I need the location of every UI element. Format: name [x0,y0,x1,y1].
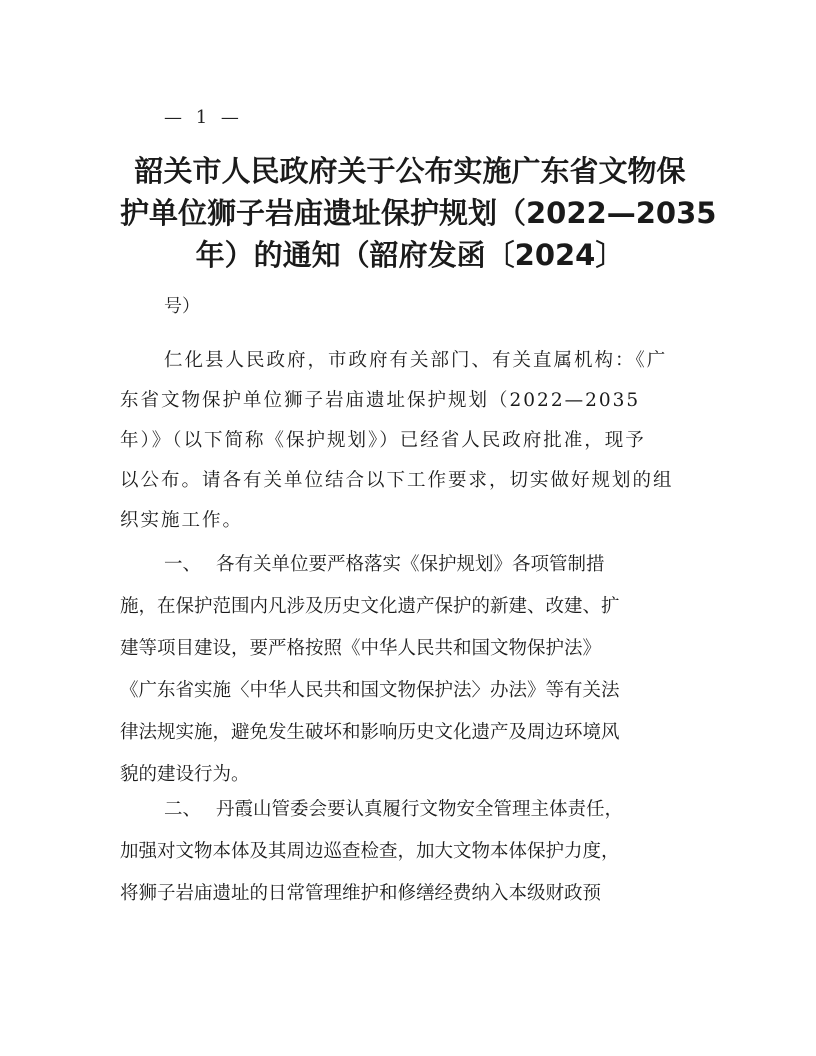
item-2-line-2: 加强对文物本体及其周边巡查检查，加大文物本体保护力度， [120,841,620,862]
intro-line-2: 东省文物保护单位狮子岩庙遗址保护规划（2022—2035 [120,390,641,411]
item-2-first-line [120,789,710,831]
document-title [120,150,717,276]
item-1-line-3: 建等项目建设，要严格按照《中华人民共和国文物保护法》 [120,638,602,659]
item-1-line-6: 貌的建设行为。 [120,764,250,785]
item-1-line-2: 施，在保护范围内凡涉及历史文化遗产保护的新建、改建、扩 [120,596,620,617]
item-1-paragraph [120,544,710,796]
item-1-first-text: 各有关单位要严格落实《保护规划》各项管制措 [216,554,605,575]
page-number: — 1 — [164,107,243,128]
item-1-line-5: 律法规实施，避免发生破坏和影响历史文化遗产及周边环境风 [120,722,620,743]
title-tail: 号） [164,296,200,317]
intro-line-1: 仁化县人民政府，市政府有关部门、有关直属机构：《广 [164,350,668,371]
item-1-first-line [120,544,710,586]
item-2-line-3: 将狮子岩庙遗址的日常管理维护和修缮经费纳入本级财政预 [120,883,602,904]
intro-line-5: 织实施工作。 [120,510,244,531]
item-1-line-4: 《广东省实施〈中华人民共和国文物保护法〉办法》等有关法 [120,680,620,701]
item-1-number: 一、 [164,554,202,575]
intro-line-4: 以公布。请各有关单位结合以下工作要求，切实做好规划的组 [120,470,674,491]
item-2-paragraph [120,789,710,915]
intro-line-3: 年）》（以下简称《保护规划》）已经省人民政府批准，现予 [120,430,646,451]
title-line-1: 韶关市人民政府关于公布实施广东省文物保 [134,154,686,188]
item-2-number: 二、 [164,799,202,820]
intro-paragraph [120,341,710,541]
title-line-3: 年）的通知（韶府发函〔2024〕 [195,238,625,272]
item-2-first-text: 丹霞山管委会要认真履行文物安全管理主体责任， [216,799,624,820]
title-line-2: 护单位狮子岩庙遗址保护规划（2022—2035 [120,196,717,230]
